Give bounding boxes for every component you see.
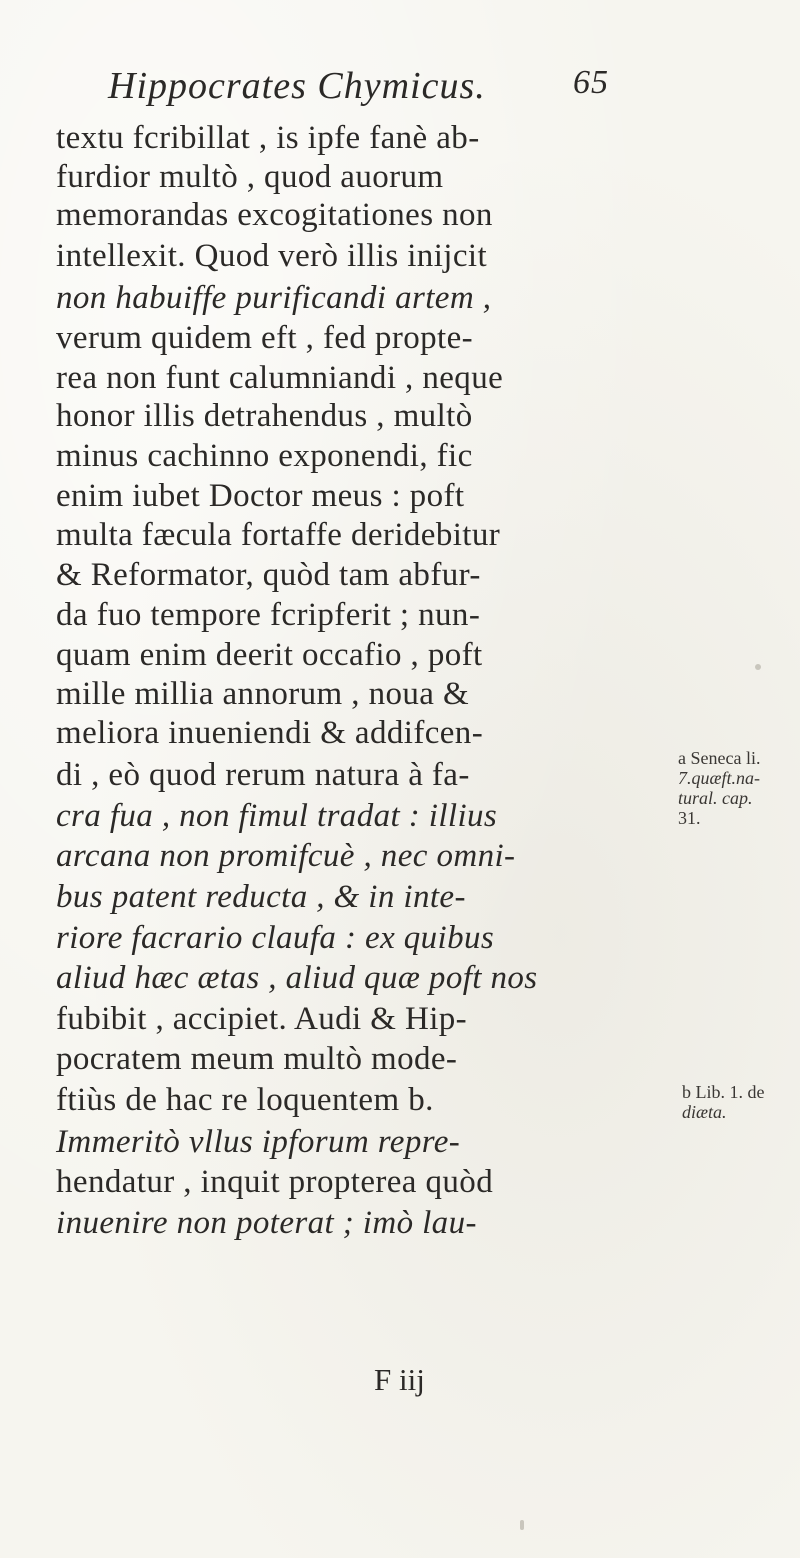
margin-note-a [678,748,760,828]
page-number: 65 [573,64,609,101]
margin-note-line: 7.quæft.na- [678,768,761,788]
text-line: pocratem meum multò mode- [56,1041,458,1077]
text-line: hendatur , inquit propterea quòd [56,1164,494,1200]
paper-speck [520,1520,524,1530]
running-title: Hippocrates Chymicus. [108,65,486,107]
margin-note-b [682,1082,765,1122]
text-line: & Reformator, quòd tam abfur- [56,557,481,593]
text-line: riore facrario claufa : ex quibus [56,920,495,956]
text-line: textu fcribillat , is ipfe fanè ab- [56,120,480,156]
text-line: intellexit. Quod verò illis inijcit [56,238,488,274]
text-line: rea non funt calumniandi , neque [56,360,504,396]
text-line: minus cachinno exponendi, fic [56,438,473,474]
text-line: quam enim deerit occafio , poft [56,637,483,673]
text-line: furdior multò , quod auorum [56,159,444,195]
text-line: di , eò quod rerum natura à fa- [56,757,470,793]
margin-note-line: diæta. [682,1102,727,1122]
text-line: cra fua , non fimul tradat : illius [56,798,498,834]
text-line: mille millia annorum , noua & [56,676,470,712]
text-line: memorandas excogitationes non [56,197,493,233]
text-line: non habuiffe purificandi artem , [56,280,492,316]
text-line: ftiùs de hac re loquentem b. [56,1082,434,1118]
text-line: fubibit , accipiet. Audi & Hip- [56,1001,468,1037]
margin-note-line: a Seneca li. [678,748,761,768]
text-line: multa fæcula fortaffe deridebitur [56,517,501,553]
text-line: Immeritò vllus ipforum repre- [56,1124,461,1160]
text-line: aliud hæc ætas , aliud quæ poft nos [56,960,538,996]
margin-note-line: 31. [678,808,701,828]
text-line: verum quidem eft , fed propte- [56,320,474,356]
margin-note-line: b Lib. 1. de [682,1082,765,1102]
text-line: honor illis detrahendus , multò [56,398,473,434]
text-line: arcana non promifcuè , nec omni- [56,838,516,874]
running-header [108,64,628,116]
text-line: meliora inueniendi & addifcen- [56,715,484,751]
text-line: bus patent reducta , & in inte- [56,879,466,915]
signature-mark: F iij [374,1362,425,1397]
text-line: da fuo tempore fcripferit ; nun- [56,597,481,633]
text-line: enim iubet Doctor meus : poft [56,478,465,514]
text-line: inuenire non poterat ; imò lau- [56,1205,477,1241]
paper-speck [755,664,761,670]
margin-note-line: tural. cap. [678,788,753,808]
